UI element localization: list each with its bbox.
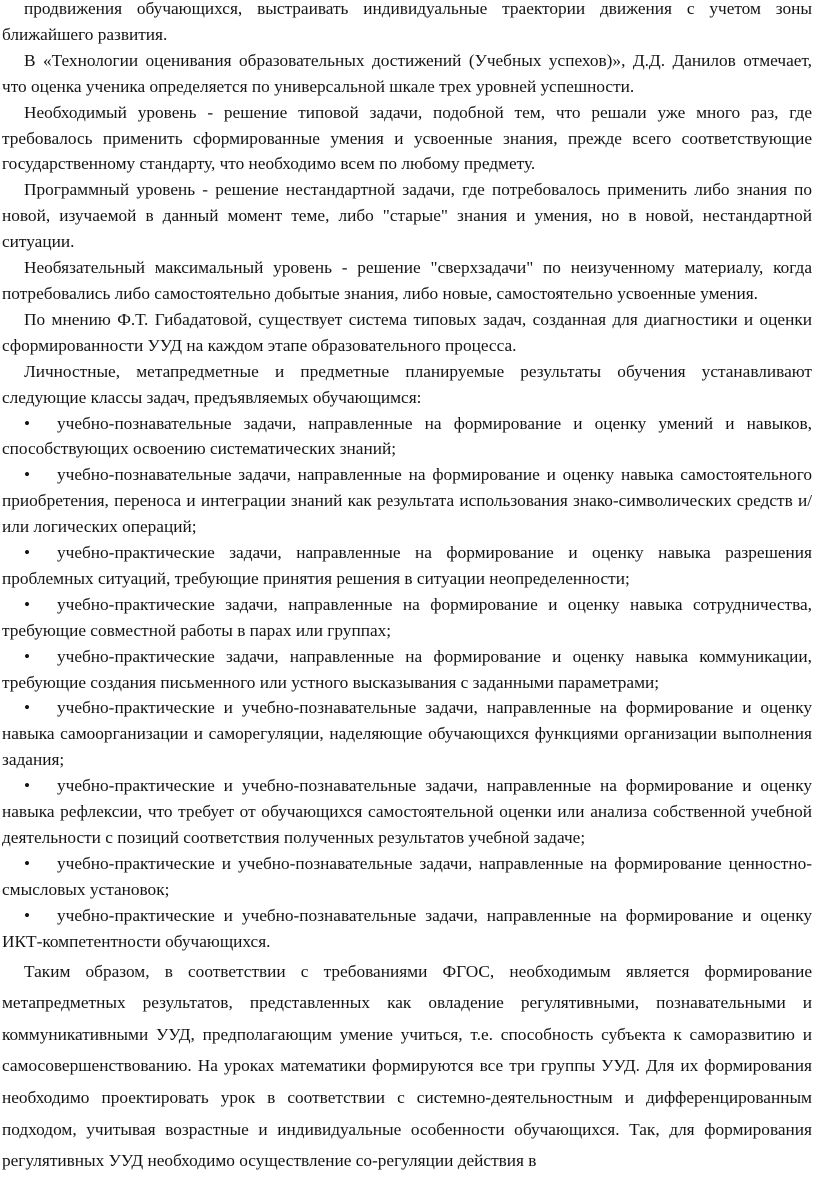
list-item: [2, 903, 812, 955]
list-item-text: учебно-практические задачи, направленные на формирование и оценку навыка сотрудничества, требующие совместной работы в парах или группах;: [2, 594, 812, 640]
list-item-text: учебно-познавательные задачи, направленные на формирование и оценку умений и навыков, способствующих освоению систематических знаний;: [2, 413, 812, 459]
list-item-text: учебно-практические и учебно-познавательные задачи, направленные на формирование и оценку ИКТ-компетентности обучающихся.: [2, 905, 812, 951]
list-item: [2, 462, 812, 540]
bullet-icon: •: [24, 646, 31, 666]
paragraph-continuation: продвижения обучающихся, выстраивать индивидуальные траектории движения с учетом зоны ближайшего развития.: [2, 0, 812, 44]
paragraph-task-classes: Личностные, метапредметные и предметные планируемые результаты обучения устанавливают следующие классы задач, предъявляемых обучающимся:: [2, 361, 812, 407]
list-item-text: учебно-практические задачи, направленные на формирование и оценку навыка разрешения проблемных ситуаций, требующие принятия решения в ситуации неопределенности;: [2, 543, 812, 588]
list-item: [2, 411, 812, 463]
bullet-icon: •: [24, 776, 31, 796]
bullet-icon: •: [24, 543, 31, 563]
bullet-icon: •: [24, 853, 31, 873]
bullet-icon: •: [24, 465, 31, 485]
paragraph-program-level: Программный уровень - решение нестандартной задачи, где потребовалось применить либо знания по новой, изучаемой в данный момент теме, либо "старые" знания и умения, но в новой, нестандартной ситуации.: [2, 180, 812, 252]
list-item-text: учебно-практические и учебно-познавательные задачи, направленные на формирование и оценку навыка рефлексии, что требует от обучающихся самостоятельной оценки или анализа собственной учебной деятельности с позиций соответствия полученных результатов учебной задаче;: [2, 776, 812, 847]
bullet-icon: •: [24, 698, 31, 718]
list-item: [2, 851, 812, 903]
paragraph-conclusion: Таким образом, в соответствии с требованиями ФГОС, необходимым является формирование метапредметных результатов, представленных как овладение регулятивными, познавательными и коммуникативными УУД, предполагающим умение учиться, т.е. способность субъекта к саморазвитию и самосовершенствованию. На уроках математики формируются все три группы УУД. Для их формирования необходимо проектировать урок в соответствии с системно-деятельностным и дифференцированным подходом, учитывая возрастные и индивидуальные особенности обучающихся. Так, для формирования регулятивных УУД необходимо осуществление со-регуляции действия в: [2, 961, 812, 1171]
bullet-icon: •: [24, 905, 31, 925]
paragraph-danilov: В «Технологии оценивания образовательных достижений (Учебных успехов)», Д.Д. Данилов отмечает, что оценка ученика определяется по универсальной шкале трех уровней успешности.: [2, 50, 812, 96]
list-item: [2, 773, 812, 851]
paragraph-gibadatova: По мнению Ф.Т. Гибадатовой, существует система типовых задач, созданная для диагностики и оценки сформированности УУД на каждом этапе образовательного процесса.: [2, 309, 812, 355]
list-item: [2, 695, 812, 773]
list-item-text: учебно-познавательные задачи, направленные на формирование и оценку навыка самостоятельного приобретения, переноса и интеграции знаний как результата использования знако-символических средств и/или логических операций;: [2, 465, 812, 537]
bullet-icon: •: [24, 413, 31, 433]
list-item-text: учебно-практические и учебно-познавательные задачи, направленные на формирование и оценку навыка самоорганизации и саморегуляции, наделяющие обучающихся функциями организации выполнения задания;: [2, 698, 812, 770]
list-item-text: учебно-практические и учебно-познавательные задачи, направленные на формирование ценностно-смысловых установок;: [2, 853, 812, 899]
bullet-icon: •: [24, 594, 31, 614]
list-item: [2, 644, 812, 696]
list-item: [2, 592, 812, 644]
list-item-text: учебно-практические задачи, направленные на формирование и оценку навыка коммуникации, требующие создания письменного или устного высказывания с заданными параметрами;: [2, 646, 812, 692]
list-item: [2, 540, 812, 592]
paragraph-max-level: Необязательный максимальный уровень - решение "сверхзадачи" по неизученному материалу, когда потребовались либо самостоятельно добытые знания, либо новые, самостоятельно усвоенные умения.: [2, 258, 812, 303]
paragraph-required-level: Необходимый уровень - решение типовой задачи, подобной тем, что решали уже много раз, где требовалось применить сформированные умения и усвоенные знания, прежде всего соответствующие государственному стандарту, что необходимо всем по любому предмету.: [2, 102, 812, 174]
